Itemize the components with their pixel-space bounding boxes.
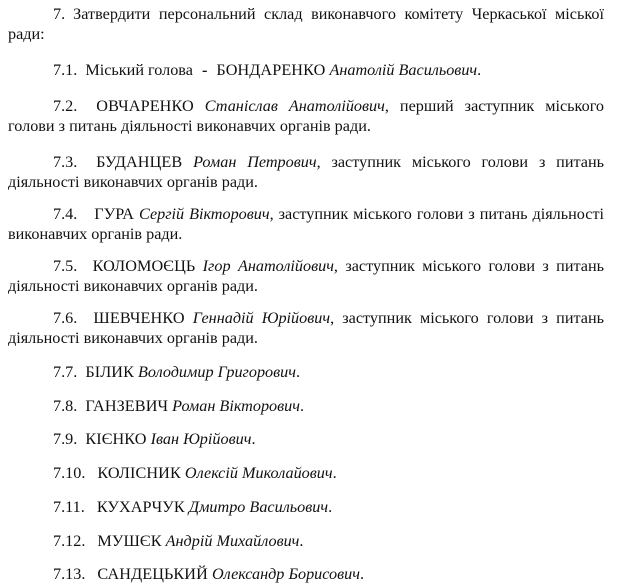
item-rest: , заступник міського голови з питань діяльності виконавчих органів ради. <box>8 153 605 191</box>
surname: КОЛІСНИК <box>97 464 181 482</box>
item-number: 7. <box>53 5 66 23</box>
item-number: 7.10. <box>53 464 86 482</box>
item-rest: . <box>299 532 304 550</box>
surname: ГАНЗЕВИЧ <box>85 397 169 415</box>
item-number: 7.9. <box>53 430 78 448</box>
list-item-7-8 <box>8 396 604 416</box>
surname: ШЕВЧЕНКО <box>93 309 185 327</box>
list-item-7-11 <box>8 497 604 517</box>
item-number: 7.4. <box>53 205 78 223</box>
surname: БІЛИК <box>85 363 134 381</box>
item-number: 7.1. <box>53 61 78 79</box>
list-item-7-2 <box>8 96 604 136</box>
list-item-7-1 <box>8 60 604 80</box>
item-rest: , заступник міського голови з питань діяльності виконавчих органів ради. <box>8 309 604 347</box>
surname: САНДЕЦЬКИЙ <box>97 565 208 583</box>
item-rest: . <box>360 565 365 583</box>
given-name: Геннадій Юрійович <box>192 309 331 327</box>
list-item-7-6 <box>8 308 604 348</box>
intro-text: Затвердити персональний склад виконавчого комітету Черкаської міської ради: <box>8 5 604 43</box>
item-rest: . <box>251 430 256 448</box>
given-name: Сергій Вікторович <box>139 205 270 223</box>
given-name: Анатолій Васильович <box>329 61 478 79</box>
given-name: Дмитро Васильович <box>188 498 329 516</box>
item-rest: , перший заступник міського голови з питань діяльності виконавчих органів ради. <box>8 97 605 135</box>
surname: КОЛОМОЄЦЬ <box>92 257 196 275</box>
item-number: 7.11. <box>53 498 85 516</box>
item-rest: , заступник міського голови з питань діяльності виконавчих органів ради. <box>8 205 605 243</box>
item-number: 7.8. <box>53 397 78 415</box>
list-item-7-5 <box>8 256 604 296</box>
list-item-7-13 <box>8 564 604 584</box>
item-rest: , заступник міського голови з питань діяльності виконавчих органів ради. <box>8 257 605 295</box>
given-name: Іван Юрійович <box>150 430 252 448</box>
item-number: 7.7. <box>53 363 78 381</box>
given-name: Олексій Миколайович <box>184 464 333 482</box>
item-rest: . <box>477 61 482 79</box>
item-number: 7.2. <box>53 97 78 115</box>
surname: ОВЧАРЕНКО <box>96 97 194 115</box>
given-name: Роман Петрович <box>193 153 317 171</box>
item-rest: . <box>332 464 337 482</box>
list-item-7-10 <box>8 463 604 483</box>
given-name: Станіслав Анатолійович <box>204 97 385 115</box>
given-name: Володимир Григорович <box>138 363 296 381</box>
list-item-7-4 <box>8 204 604 244</box>
surname: КУХАРЧУК <box>96 498 185 516</box>
surname: БУДАНЦЕВ <box>96 153 183 171</box>
dash: - <box>201 61 208 79</box>
given-name: Олександр Борисович <box>211 565 360 583</box>
item-number: 7.6. <box>53 309 78 327</box>
position-prefix: Міський голова <box>85 61 193 79</box>
item-number: 7.13. <box>53 565 86 583</box>
item-number: 7.12. <box>53 532 86 550</box>
given-name: Андрій Михайлович <box>165 532 300 550</box>
surname: КІЄНКО <box>85 430 147 448</box>
item-number: 7.3. <box>53 153 78 171</box>
surname: БОНДАРЕНКО <box>216 61 326 79</box>
item-number: 7.5. <box>53 257 78 275</box>
intro-paragraph <box>8 4 604 44</box>
item-rest: . <box>300 397 305 415</box>
list-item-7-9 <box>8 429 604 449</box>
list-item-7-12 <box>8 531 604 551</box>
given-name: Роман Вікторович <box>172 397 300 415</box>
item-rest: . <box>328 498 333 516</box>
surname: МУШЄК <box>97 532 162 550</box>
list-item-7-7 <box>8 362 604 382</box>
list-item-7-3 <box>8 152 604 192</box>
given-name: Ігор Анатолійович <box>202 257 334 275</box>
item-rest: . <box>295 363 301 381</box>
surname: ГУРА <box>94 205 135 223</box>
